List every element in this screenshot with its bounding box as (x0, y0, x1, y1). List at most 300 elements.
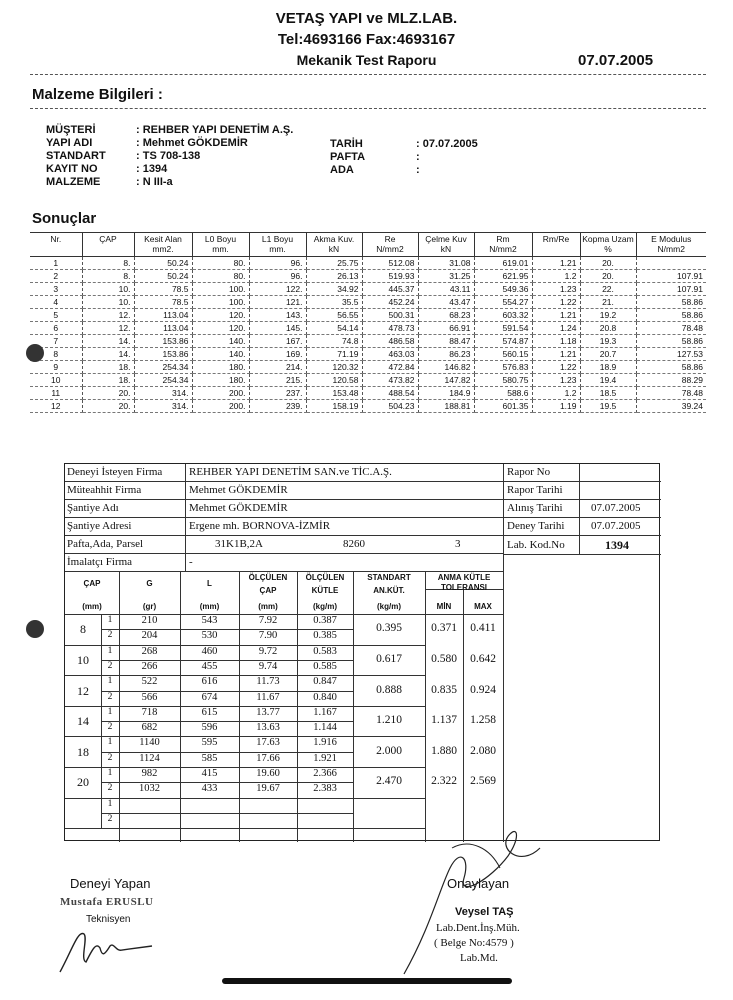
measurement-value: 616 (201, 676, 218, 688)
results-col-header (362, 233, 418, 257)
results-cell: 11 (30, 387, 82, 400)
measurement-value: 718 (141, 706, 158, 718)
tolerance-min-value: 1.880 (431, 744, 457, 757)
measurement-value: 596 (201, 722, 218, 734)
test-form (64, 463, 660, 841)
tolerance-max-value: 1.258 (470, 714, 496, 727)
contractor-label: Müteahhit Firma (67, 484, 142, 496)
results-cell: 74.8 (306, 335, 362, 348)
measurement-value: 0.840 (313, 691, 337, 703)
results-col-header (636, 233, 706, 257)
results-cell: 56.55 (306, 309, 362, 322)
measurement-value: 522 (141, 676, 158, 688)
standard-mass-header: STANDART AN.KÜT. (367, 573, 411, 595)
sample-number: 2 (107, 752, 113, 763)
sample-number: 2 (107, 660, 113, 671)
results-col-unit: N/mm2 (489, 244, 517, 254)
results-cell: 31.25 (418, 270, 474, 283)
results-cell: 122. (249, 283, 306, 296)
results-col-title: Çelme Kuv (425, 234, 467, 244)
table-row (30, 283, 706, 296)
measurement-value: 13.63 (256, 722, 280, 734)
table-row (30, 296, 706, 309)
results-cell: 12 (30, 400, 82, 413)
results-cell: 14. (82, 348, 134, 361)
results-cell: 140. (192, 348, 249, 361)
measurement-value: 415 (201, 768, 218, 779)
results-cell: 58.86 (636, 335, 706, 348)
group-diameter: 10 (77, 652, 89, 667)
results-cell: 127.53 (636, 348, 706, 361)
approver-title-line3: Lab.Md. (460, 952, 498, 964)
results-cell: 452.24 (362, 296, 418, 309)
results-cell: 86.23 (418, 348, 474, 361)
results-col-unit: N/mm2 (376, 244, 404, 254)
measurement-value: 460 (201, 645, 218, 657)
results-cell: 78.5 (134, 283, 192, 296)
measurement-value: 11.73 (256, 676, 280, 688)
l-header: L (207, 579, 212, 588)
group-diameter: 18 (77, 744, 89, 759)
results-cell: 71.19 (306, 348, 362, 361)
results-cell: 6 (30, 322, 82, 335)
results-cell: 20.8 (580, 322, 636, 335)
results-cell: 237. (249, 387, 306, 400)
g-unit: (gr) (142, 602, 157, 611)
results-cell: 1.22 (532, 361, 580, 374)
results-col-unit: mm. (269, 244, 286, 254)
results-cell: 78.5 (134, 296, 192, 309)
results-cell: 254.34 (134, 374, 192, 387)
results-cell: 78.48 (636, 387, 706, 400)
sample-number: 2 (107, 783, 113, 794)
results-header-row (30, 233, 706, 257)
results-col-title: Nr. (50, 234, 62, 244)
results-cell: 58.86 (636, 309, 706, 322)
date-value: : 07.07.2005 (416, 138, 478, 150)
results-cell: 120. (192, 309, 249, 322)
results-table (30, 232, 706, 413)
results-cell: 254.34 (134, 361, 192, 374)
tolerance-max-value: 2.569 (470, 775, 496, 788)
results-cell: 20. (580, 257, 636, 270)
results-cell: 8 (30, 348, 82, 361)
results-cell: 200. (192, 387, 249, 400)
group-diameter: 14 (77, 714, 89, 729)
results-cell: 1.21 (532, 257, 580, 270)
results-col-title: Akma Kuv. (313, 234, 355, 244)
measurement-value: 9.74 (258, 660, 278, 672)
punch-hole (26, 344, 44, 362)
measurement-value: 455 (201, 660, 218, 672)
tolerance-max-value: 0.411 (470, 622, 496, 635)
results-cell: 100. (192, 296, 249, 309)
standard-value: : TS 708-138 (136, 150, 201, 162)
results-cell: 20.7 (580, 348, 636, 361)
results-heading: Sonuçlar (32, 210, 97, 227)
l-unit: (mm) (199, 602, 220, 611)
g-header: G (146, 579, 153, 588)
measurement-value: 210 (141, 615, 158, 626)
tolerance-max-value: 0.642 (470, 652, 496, 665)
record-no-label: KAYIT NO (46, 163, 98, 175)
measurement-value: 204 (141, 630, 158, 642)
results-cell: 8. (82, 270, 134, 283)
standard-label: STANDART (46, 150, 106, 162)
results-cell: 1.2 (532, 387, 580, 400)
results-col-unit: mm. (212, 244, 229, 254)
site-name-value: Mehmet GÖKDEMİR (189, 502, 288, 514)
results-cell: 601.35 (474, 400, 532, 413)
company-contact: Tel:4693166 Fax:4693167 (277, 31, 456, 48)
approver-title-line1: Lab.Dent.İnş.Müh. (436, 922, 520, 934)
results-cell: 18. (82, 361, 134, 374)
standard-mass-value: 0.617 (376, 652, 402, 665)
results-col-header (192, 233, 249, 257)
results-col-title: Re (384, 234, 396, 244)
results-cell: 188.81 (418, 400, 474, 413)
measurement-value: 543 (201, 615, 218, 626)
results-cell: 120.58 (306, 374, 362, 387)
building-value: : Mehmet GÖKDEMİR (136, 137, 248, 149)
measurement-value: 1.916 (313, 737, 337, 749)
results-cell: 145. (249, 322, 306, 335)
sample-number: 1 (107, 676, 113, 687)
results-cell: 43.11 (418, 283, 474, 296)
measurement-value: 9.72 (258, 645, 278, 657)
results-cell: 214. (249, 361, 306, 374)
results-cell: 96. (249, 270, 306, 283)
results-cell: 78.48 (636, 322, 706, 335)
approver-title-line2: ( Belge No:4579 ) (434, 937, 514, 949)
header-divider (30, 74, 706, 75)
results-cell: 147.82 (418, 374, 474, 387)
results-col-title: L0 Boyu (204, 234, 237, 244)
results-cell: 121. (249, 296, 306, 309)
ada-label: ADA (330, 164, 354, 176)
results-cell: 1.21 (532, 348, 580, 361)
results-col-header (82, 233, 134, 257)
table-row (30, 270, 706, 283)
results-cell: 621.95 (474, 270, 532, 283)
requesting-firm-label: Deneyi İsteyen Firma (67, 466, 163, 478)
approver-signature (400, 808, 550, 978)
group-diameter: 20 (77, 775, 89, 790)
sample-number: 1 (107, 737, 113, 748)
results-cell: 22. (580, 283, 636, 296)
measurement-value: 2.383 (313, 783, 337, 795)
tolerance-min-value: 1.137 (431, 714, 457, 727)
tolerance-max-value: 2.080 (470, 744, 496, 757)
table-row (30, 335, 706, 348)
report-date-label: Rapor Tarihi (507, 484, 563, 496)
standard-mass-value: 2.470 (376, 775, 402, 788)
results-col-unit: kN (328, 244, 340, 254)
results-cell (636, 257, 706, 270)
pafta-label: PAFTA (330, 151, 366, 163)
pafta-ada-parsel-label: Pafta,Ada, Parsel (67, 538, 144, 550)
results-cell: 4 (30, 296, 82, 309)
measurement-value: 13.77 (256, 706, 280, 718)
measurement-value: 0.387 (313, 615, 337, 626)
results-col-title: L1 Boyu (261, 234, 294, 244)
results-col-unit: % (604, 244, 612, 254)
results-cell: 180. (192, 374, 249, 387)
results-cell: 26.13 (306, 270, 362, 283)
measurement-value: 17.63 (256, 737, 280, 749)
tolerance-min-value: 2.322 (431, 775, 457, 788)
measurement-value: 268 (141, 645, 158, 657)
measurement-value: 2.366 (313, 768, 337, 779)
results-cell: 314. (134, 400, 192, 413)
results-cell: 603.32 (474, 309, 532, 322)
results-col-unit: mm2. (152, 244, 174, 254)
building-label: YAPI ADI (46, 137, 93, 149)
results-col-header (474, 233, 532, 257)
table-row (30, 387, 706, 400)
results-cell: 588.6 (474, 387, 532, 400)
tolerance-max-header: MAX (474, 602, 492, 611)
table-row (30, 361, 706, 374)
results-cell: 31.08 (418, 257, 474, 270)
measurement-value: 1.921 (313, 752, 337, 764)
results-cell: 58.86 (636, 296, 706, 309)
results-cell: 68.23 (418, 309, 474, 322)
test-date-value: 07.07.2005 (591, 520, 641, 532)
sample-number: 2 (107, 691, 113, 702)
tolerance-min-value: 0.835 (431, 683, 457, 696)
results-cell: 80. (192, 270, 249, 283)
results-cell: 500.31 (362, 309, 418, 322)
results-cell: 153.86 (134, 335, 192, 348)
sample-number: 2 (107, 813, 113, 824)
results-cell: 153.86 (134, 348, 192, 361)
results-cell: 113.04 (134, 322, 192, 335)
tolerance-max-value: 0.924 (470, 683, 496, 696)
results-cell: 18.9 (580, 361, 636, 374)
measurement-value: 0.585 (313, 660, 337, 672)
table-row (30, 400, 706, 413)
results-col-header (249, 233, 306, 257)
results-cell: 169. (249, 348, 306, 361)
measurement-value: 7.90 (258, 630, 278, 642)
results-cell: 1.19 (532, 400, 580, 413)
sample-number: 1 (107, 615, 113, 625)
sample-number: 2 (107, 630, 113, 641)
measurement-value: 433 (201, 783, 218, 795)
measurement-value: 566 (141, 691, 158, 703)
sample-number: 1 (107, 768, 113, 778)
results-cell: 10. (82, 296, 134, 309)
results-cell: 560.15 (474, 348, 532, 361)
site-address-value: Ergene mh. BORNOVA-İZMİR (189, 520, 331, 532)
results-cell: 314. (134, 387, 192, 400)
tester-signature (52, 920, 172, 975)
results-cell: 34.92 (306, 283, 362, 296)
report-date: 07.07.2005 (578, 52, 654, 69)
results-cell: 66.91 (418, 322, 474, 335)
table-row (30, 257, 706, 270)
site-name-label: Şantiye Adı (67, 502, 119, 514)
results-col-header (306, 233, 362, 257)
parsel-value: 3 (455, 538, 461, 550)
results-cell: 576.83 (474, 361, 532, 374)
results-cell: 200. (192, 400, 249, 413)
results-cell: 472.84 (362, 361, 418, 374)
results-body (30, 257, 706, 413)
results-cell: 239. (249, 400, 306, 413)
measurement-value: 1.144 (313, 722, 337, 734)
results-cell: 80. (192, 257, 249, 270)
results-cell: 120.32 (306, 361, 362, 374)
results-cell: 153.48 (306, 387, 362, 400)
results-cell: 143. (249, 309, 306, 322)
results-cell: 43.47 (418, 296, 474, 309)
results-cell: 7 (30, 335, 82, 348)
measurement-value: 615 (201, 706, 218, 718)
tolerance-header: ANMA KÜTLE TOLERANSI (437, 573, 491, 592)
customer-label: MÜŞTERİ (46, 124, 96, 136)
results-cell: 5 (30, 309, 82, 322)
site-address-label: Şantiye Adresi (67, 520, 132, 532)
measurement-value: 0.583 (313, 645, 337, 657)
results-cell: 140. (192, 335, 249, 348)
results-cell: 107.91 (636, 270, 706, 283)
results-cell: 19.3 (580, 335, 636, 348)
material-divider (30, 108, 706, 109)
results-cell: 113.04 (134, 309, 192, 322)
test-date-label: Deney Tarihi (507, 520, 565, 532)
company-name: VETAŞ YAPI ve MLZ.LAB. (275, 10, 458, 27)
results-cell: 554.27 (474, 296, 532, 309)
measurement-value: 17.66 (256, 752, 280, 764)
measurement-value: 595 (201, 737, 218, 749)
lab-code-value: 1394 (605, 538, 629, 552)
results-cell: 504.23 (362, 400, 418, 413)
results-col-header (30, 233, 82, 257)
results-cell: 10 (30, 374, 82, 387)
results-cell: 3 (30, 283, 82, 296)
results-cell: 574.87 (474, 335, 532, 348)
report-no-label: Rapor No (507, 466, 551, 478)
table-row (30, 374, 706, 387)
results-cell: 18. (82, 374, 134, 387)
date-label: TARİH (330, 138, 363, 150)
standard-mass-value: 2.000 (376, 744, 402, 757)
results-cell: 58.86 (636, 361, 706, 374)
results-col-title: E Modulus (651, 234, 692, 244)
material-label: MALZEME (46, 176, 101, 188)
record-no-value: : 1394 (136, 163, 168, 175)
measurement-value: 530 (201, 630, 218, 642)
table-row (30, 322, 706, 335)
ada-value: : (416, 164, 420, 176)
results-col-title: ÇAP (99, 234, 117, 244)
results-cell: 88.29 (636, 374, 706, 387)
results-col-unit: kN (440, 244, 452, 254)
results-cell: 20. (82, 400, 134, 413)
tester-role: Teknisyen (86, 914, 131, 925)
results-cell: 19.4 (580, 374, 636, 387)
customer-value: : REHBER YAPI DENETİM A.Ş. (136, 124, 294, 136)
material-value: : N III-a (136, 176, 173, 188)
results-cell: 619.01 (474, 257, 532, 270)
pafta-value: 31K1B,2A (215, 538, 263, 550)
tolerance-min-value: 0.371 (431, 622, 457, 635)
results-cell: 120. (192, 322, 249, 335)
results-col-header (418, 233, 474, 257)
results-cell: 21. (580, 296, 636, 309)
results-col-title: Kopma Uzam (582, 234, 634, 244)
manufacturer-label: İmalatçı Firma (67, 556, 133, 568)
results-col-header (532, 233, 580, 257)
results-cell: 167. (249, 335, 306, 348)
results-cell: 1.2 (532, 270, 580, 283)
report-title: Mekanik Test Raporu (296, 52, 437, 68)
measured-mass-header: ÖLÇÜLEN KÜTLE (305, 573, 345, 595)
results-cell: 1.22 (532, 296, 580, 309)
requesting-firm-value: REHBER YAPI DENETİM SAN.ve TİC.A.Ş. (189, 466, 392, 478)
results-cell: 20. (580, 270, 636, 283)
contractor-value: Mehmet GÖKDEMİR (189, 484, 288, 496)
results-col-header (134, 233, 192, 257)
tester-title: Deneyi Yapan (70, 876, 151, 891)
measurement-value: 0.385 (313, 630, 337, 642)
results-cell: 18.5 (580, 387, 636, 400)
results-cell: 146.82 (418, 361, 474, 374)
results-cell: 478.73 (362, 322, 418, 335)
lab-code-label: Lab. Kod.No (507, 539, 565, 551)
results-col-title: Rm (496, 234, 510, 244)
measurement-value: 19.60 (256, 768, 280, 779)
results-cell: 20. (82, 387, 134, 400)
measured-diameter-header: ÖLÇÜLEN ÇAP (248, 573, 288, 595)
table-row (30, 348, 706, 361)
measured-mass-unit: (kg/m) (313, 602, 337, 611)
results-cell: 2 (30, 270, 82, 283)
results-cell: 591.54 (474, 322, 532, 335)
results-cell: 463.03 (362, 348, 418, 361)
results-cell: 9 (30, 361, 82, 374)
results-cell: 184.9 (418, 387, 474, 400)
results-cell: 107.91 (636, 283, 706, 296)
results-cell: 25.75 (306, 257, 362, 270)
results-cell: 180. (192, 361, 249, 374)
receipt-date-label: Alınış Tarihi (507, 502, 563, 514)
results-cell: 580.75 (474, 374, 532, 387)
results-cell: 488.54 (362, 387, 418, 400)
results-cell: 8. (82, 257, 134, 270)
pafta-value: : (416, 151, 420, 163)
measured-diameter-unit: (mm) (258, 602, 278, 611)
measurement-value: 7.92 (258, 615, 278, 626)
approver-name: Veysel TAŞ (455, 906, 514, 918)
measurement-value: 1124 (139, 752, 160, 764)
ada-value: 8260 (343, 538, 365, 550)
results-cell: 12. (82, 322, 134, 335)
sample-number: 1 (107, 706, 113, 717)
group-diameter: 8 (80, 622, 86, 637)
results-cell: 1.18 (532, 335, 580, 348)
results-cell: 519.93 (362, 270, 418, 283)
measurement-value: 19.67 (256, 783, 280, 795)
approver-title: Onaylayan (447, 876, 510, 891)
results-cell: 1.21 (532, 309, 580, 322)
sample-number: 1 (107, 798, 113, 809)
cap-header: ÇAP (83, 579, 101, 588)
measurement-value: 11.67 (256, 691, 280, 703)
manufacturer-value: - (189, 556, 193, 568)
